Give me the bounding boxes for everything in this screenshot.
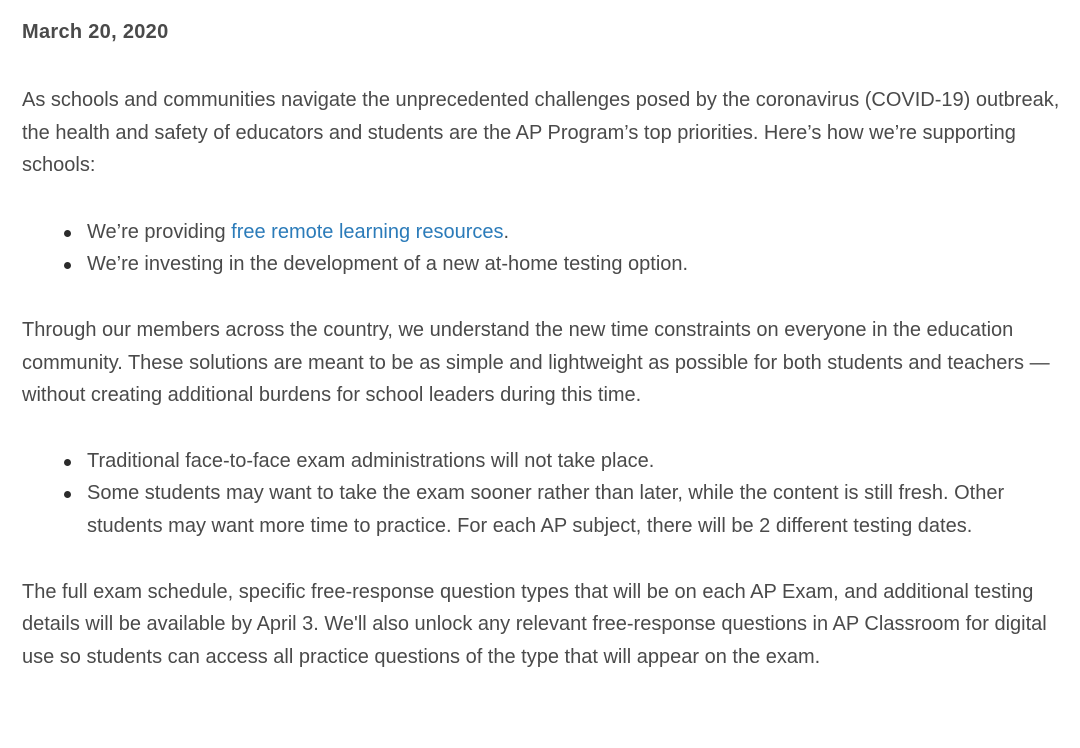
bullet-icon [64, 230, 71, 237]
list-item-text: We’re investing in the development of a new at-home testing option. [87, 253, 689, 276]
intro-paragraph: As schools and communities navigate the unprecedented challenges posed by the coronavirus (COVID-19) outbreak, the health and safety of educators and students are the AP Program’s top priorities. Here’s how we’re supporting schools: [22, 89, 1060, 177]
list-item-text: Some students may want to take the exam sooner rather than later, while the content is still fresh. Other students may want more time to practice. For each AP subject, there will be 2 different testing dates. [87, 482, 1005, 537]
list-item [87, 477, 1057, 542]
list-item-suffix: . [503, 220, 510, 243]
schedule-paragraph: The full exam schedule, specific free-response question types that will be on each AP Exam, and additional testing details will be available by April 3. We'll also unlock any relevant free-response questions in AP Classroom for digital use so students can access all practice questions of the type that will appear on the exam. [22, 580, 1047, 668]
bullet-icon [64, 491, 71, 498]
bullet-icon [64, 459, 71, 466]
bullet-icon [64, 262, 71, 269]
free-remote-learning-resources-link[interactable]: free remote learning resources [231, 220, 504, 243]
list-item [87, 248, 1057, 281]
list-item [87, 216, 1057, 249]
list-item [87, 445, 1057, 478]
list-item-text: We’re providing [87, 220, 232, 243]
exam-list [22, 445, 1057, 543]
article-date: March 20, 2020 [22, 21, 169, 43]
list-item-text: Traditional face-to-face exam administrations will not take place. [87, 449, 655, 472]
members-paragraph: Through our members across the country, we understand the new time constraints on everyone in the education community. These solutions are meant to be as simple and lightweight as possible for both students and teachers — without creating additional burdens for school leaders during this time. [22, 318, 1050, 407]
support-list [22, 216, 1057, 281]
